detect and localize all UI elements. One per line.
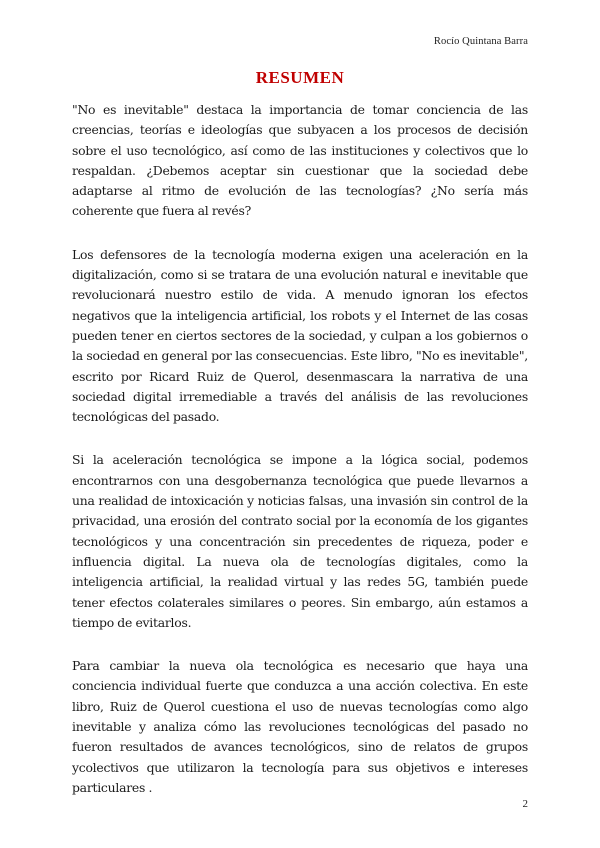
header-author: Rocío Quintana Barra	[433, 36, 528, 47]
paragraph-4: Para cambiar la nueva ola tecnológica es necesario que haya una conciencia individual fuerte que conduzca a una acción colectiva. En este libro, Ruiz de Querol cuestiona el uso de nuevas tecnologías como algo inevitable y analiza cómo las revoluciones tecnológicas del pasado no fueron resultados de avances tecnológicos, sino de relatos de grupos ycolectivos que utilizaron la tecnología para sus objetivos e intereses particulares .	[72, 658, 528, 795]
page-title: RESUMEN	[255, 68, 345, 87]
body-text	[72, 100, 528, 821]
page-number: 2	[522, 798, 528, 810]
paragraph-2: Los defensores de la tecnología moderna exigen una aceleración en la digitalización, como si se tratara de una evolución natural e inevitable que revolucionará nuestro estilo de vida. A menudo ignoran los efectos negativos que la inteligencia artificial, los robots y el Internet de las cosas pueden tener en ciertos sectores de la sociedad, y culpan a los gobiernos o la sociedad en general por las consecuencias. Este libro, "No es inevitable", escrito por Ricard Ruiz de Querol, desenmascara la narrativa de una sociedad digital irremediable a través del análisis de las revoluciones tecnológicas del pasado.	[72, 246, 528, 425]
paragraph-1: "No es inevitable" destaca la importancia de tomar conciencia de las creencias, teorías e ideologías que subyacen a los procesos de decisión sobre el uso tecnológico, así como de las instituciones y colectivos que lo respaldan. ¿Debemos aceptar sin cuestionar que la sociedad debe adaptarse al ritmo de evolución de las tecnologías? ¿No sería más coherente que fuera al revés?	[72, 102, 528, 219]
paragraph-3: Si la aceleración tecnológica se impone a la lógica social, podemos encontrarnos con una desgobernanza tecnológica que puede llevarnos a una realidad de intoxicación y noticias falsas, una invasión sin control de la privacidad, una erosión del contrato social por la economía de los gigantes tecnológicos y una concentración sin precedentes de riqueza, poder e influencia digital. La nueva ola de tecnologías digitales, como la inteligencia artificial, la realidad virtual y las redes 5G, también puede tener efectos colaterales similares o peores. Sin embargo, aún estamos a tiempo de evitarlos.	[72, 452, 528, 630]
